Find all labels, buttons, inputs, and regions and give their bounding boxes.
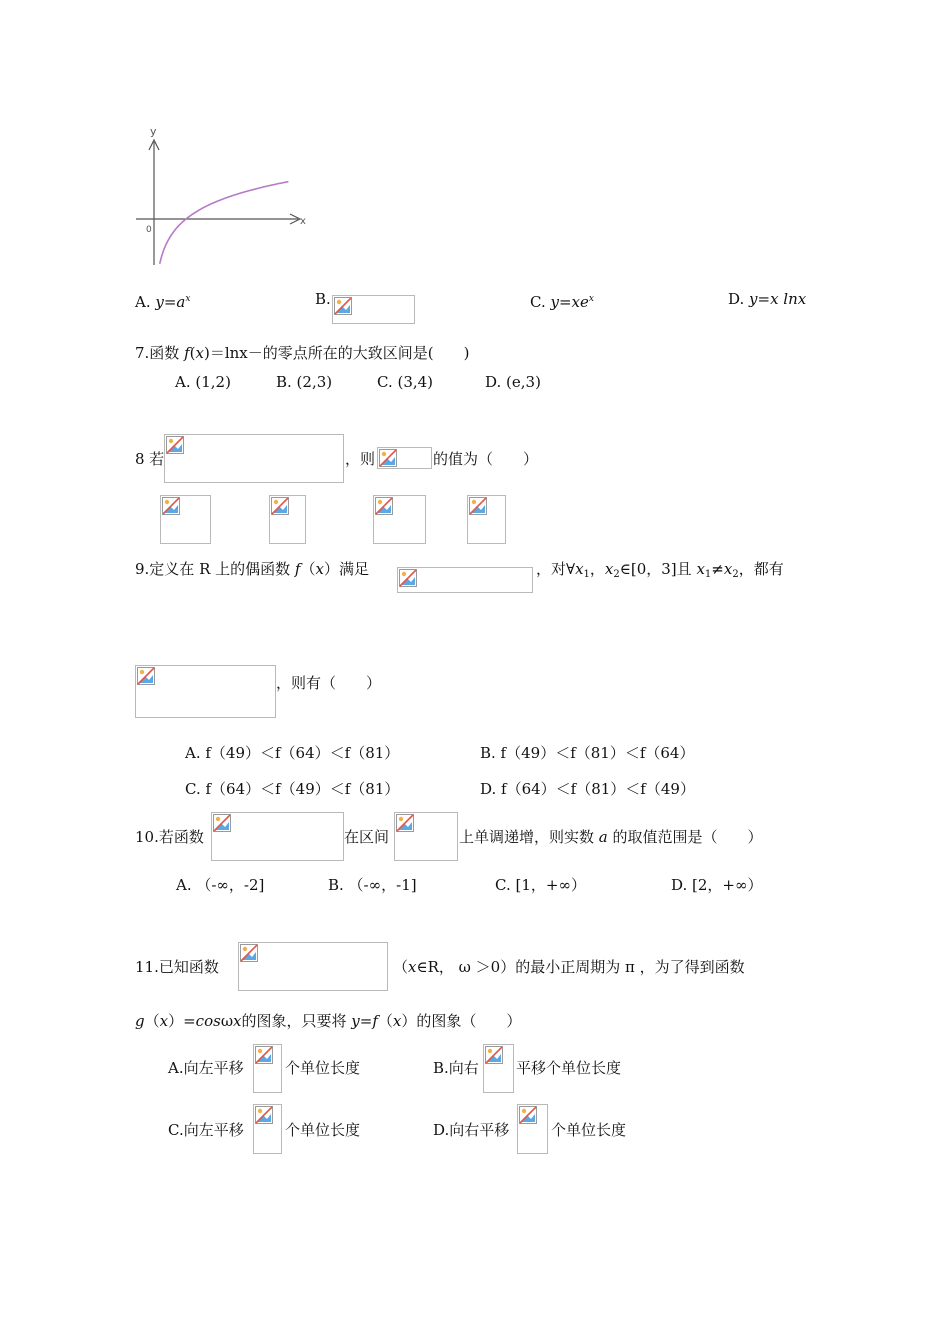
y-axis-label: y xyxy=(150,125,157,138)
q6-d-prefix: D. xyxy=(728,290,750,308)
q7-stem-c: )＝lnx－的零点所在的大致区间是( ) xyxy=(203,344,470,362)
q9-x3: x xyxy=(696,560,705,578)
q9-option-c: C. f（64）＜f（49）＜f（81） xyxy=(185,780,400,798)
q9-cond-d: ，都有 xyxy=(738,560,784,578)
q9-cond-a: ，对∀ xyxy=(536,560,576,578)
log-curve-graph xyxy=(130,120,310,272)
q11-line2-b: （ xyxy=(144,1012,160,1030)
q7-stem-f: f xyxy=(184,344,190,362)
q11-line2-g2: ）的图象（ ） xyxy=(401,1012,522,1030)
q9-stem-a: 9.定义在 R 上的偶函数 xyxy=(135,560,295,578)
q11-after xyxy=(393,957,745,977)
q6-c-prefix: C. xyxy=(530,293,551,311)
x-axis-label: x xyxy=(300,216,306,227)
q9-x2: x xyxy=(604,560,614,578)
q9-x1: x xyxy=(575,560,584,578)
broken-image xyxy=(373,495,426,544)
broken-image xyxy=(253,1104,282,1154)
broken-image-icon xyxy=(485,1046,503,1064)
broken-image xyxy=(517,1104,548,1154)
q8-prefix: 8 若 xyxy=(135,450,165,468)
q11-after-x: x xyxy=(408,958,417,976)
q11-prefix: 11.已知函数 xyxy=(135,958,219,976)
q9-x4: x xyxy=(723,560,733,578)
q7-option-a: A. (1,2) xyxy=(175,373,231,391)
q9-cond-b: ， xyxy=(589,560,605,578)
broken-image xyxy=(397,567,533,593)
q9-stem-b: （ xyxy=(300,560,316,578)
q10-option-b: B. （-∞，-1] xyxy=(328,876,417,894)
broken-image xyxy=(394,812,458,861)
q6-option-d xyxy=(728,289,806,309)
q11-line2-cos: cos xyxy=(195,1012,221,1030)
q11-line2-x: x xyxy=(159,1012,169,1030)
q11-option-d-pre: D.向右平移 xyxy=(433,1121,510,1139)
q9-option-d: D. f（64）＜f（81）＜f（49） xyxy=(480,780,695,798)
q6-a-prefix: A. xyxy=(135,293,156,311)
q7-stem-a: 7.函数 xyxy=(135,344,185,362)
q7-option-d: D. (e,3) xyxy=(485,373,541,391)
broken-image-icon xyxy=(213,814,231,832)
q11-after-a: （ xyxy=(393,958,409,976)
q11-line2-e: 的图象，只要将 xyxy=(241,1012,352,1030)
q10-option-c: C. [1，+∞） xyxy=(495,876,586,894)
q10-suffix-var: a xyxy=(598,828,608,846)
broken-image-icon xyxy=(375,497,393,515)
broken-image xyxy=(135,665,276,718)
q7-stem xyxy=(135,343,469,363)
q10-option-a: A. （-∞，-2] xyxy=(176,876,265,894)
broken-image-icon xyxy=(396,814,414,832)
q11-line2-x3: x xyxy=(392,1012,402,1030)
broken-image-icon xyxy=(334,297,352,315)
q9-tail: ，则有（ ） xyxy=(276,674,382,692)
broken-image xyxy=(160,495,211,544)
q7-option-c: C. (3,4) xyxy=(377,373,434,391)
q6-c-sup: x xyxy=(588,294,594,304)
q6-b-prefix: B. xyxy=(315,290,331,308)
broken-image-icon xyxy=(271,497,289,515)
q6-option-c xyxy=(530,289,594,312)
q6-d-func: y=x lnx xyxy=(749,290,807,308)
q10-suffix-a: 上单调递增，则实数 xyxy=(459,828,599,846)
q11-line2-y: y=f xyxy=(351,1012,378,1030)
broken-image xyxy=(269,495,306,544)
q6-c-func: y=xe xyxy=(550,293,589,311)
q11-after-b: ∈R， ω ＞0）的最小正周期为 π ，为了得到函数 xyxy=(416,958,745,976)
q9-cond-c: ∈[0，3]且 xyxy=(619,560,697,578)
q11-option-c-post: 个单位长度 xyxy=(285,1121,361,1139)
broken-image xyxy=(253,1044,282,1093)
q11-line2-g: g xyxy=(135,1012,145,1030)
q9-s2: 2 xyxy=(613,569,620,580)
broken-image xyxy=(238,942,388,991)
broken-image-icon xyxy=(166,436,184,454)
q7-option-b: B. (2,3) xyxy=(276,373,333,391)
broken-image xyxy=(467,495,506,544)
broken-image-icon xyxy=(379,449,397,467)
q11-line2-x2: x xyxy=(233,1012,242,1030)
broken-image-icon xyxy=(519,1106,537,1124)
q6-option-b xyxy=(315,289,331,309)
q10-prefix: 10.若函数 xyxy=(135,828,204,846)
q11-option-d-post: 个单位长度 xyxy=(551,1121,627,1139)
q11-line2-c: ）= xyxy=(168,1012,196,1030)
q9-stem xyxy=(135,559,369,579)
q11-line2-f: （ xyxy=(377,1012,393,1030)
q11-option-c-pre: C.向左平移 xyxy=(168,1121,244,1139)
broken-image-icon xyxy=(255,1106,273,1124)
broken-image-icon xyxy=(240,944,258,962)
broken-image-icon xyxy=(137,667,155,685)
q9-option-b: B. f（49）＜f（81）＜f（64） xyxy=(480,744,695,762)
q7-stem-b: ( xyxy=(189,344,196,362)
broken-image-icon xyxy=(162,497,180,515)
q10-suffix xyxy=(459,827,763,847)
q9-condition xyxy=(536,559,784,585)
q9-s3: 1 xyxy=(704,569,712,580)
broken-image-icon xyxy=(255,1046,273,1064)
q10-mid: 在区间 xyxy=(344,828,390,846)
broken-image xyxy=(483,1044,514,1093)
q11-option-a-pre: A.向左平移 xyxy=(168,1059,244,1077)
q11-line2 xyxy=(135,1011,521,1031)
q6-a-func: y=a xyxy=(155,293,186,311)
q11-option-a-post: 个单位长度 xyxy=(285,1059,361,1077)
curve-path xyxy=(160,182,289,264)
q9-stem-x: x xyxy=(315,560,324,578)
broken-image xyxy=(332,295,415,324)
q10-option-d: D. [2，+∞） xyxy=(671,876,763,894)
broken-image-icon xyxy=(399,569,417,587)
q11-option-b-pre: B.向右 xyxy=(433,1059,479,1077)
q7-stem-x: x xyxy=(195,344,204,362)
q9-neq: ≠ xyxy=(711,560,724,578)
q8-suffix: 的值为（ ） xyxy=(433,450,539,468)
broken-image xyxy=(211,812,344,861)
broken-image-icon xyxy=(469,497,487,515)
q10-suffix-b: 的取值范围是（ ） xyxy=(607,828,763,846)
q9-stem-c: ）满足 xyxy=(323,560,369,578)
q9-s4: 2 xyxy=(732,569,739,580)
q9-s1: 1 xyxy=(583,569,590,580)
q9-option-a: A. f（49）＜f（64）＜f（81） xyxy=(185,744,400,762)
q9-stem-f: f xyxy=(294,560,301,578)
q11-line2-d: ω xyxy=(220,1012,234,1030)
q8-mid: ，则 xyxy=(345,450,376,468)
q6-a-sup: x xyxy=(185,294,191,304)
broken-image xyxy=(377,447,432,469)
broken-image xyxy=(164,434,344,483)
q11-option-b-post: 平移个单位长度 xyxy=(516,1059,622,1077)
q6-option-a xyxy=(135,289,190,312)
origin-label: 0 xyxy=(146,225,152,235)
